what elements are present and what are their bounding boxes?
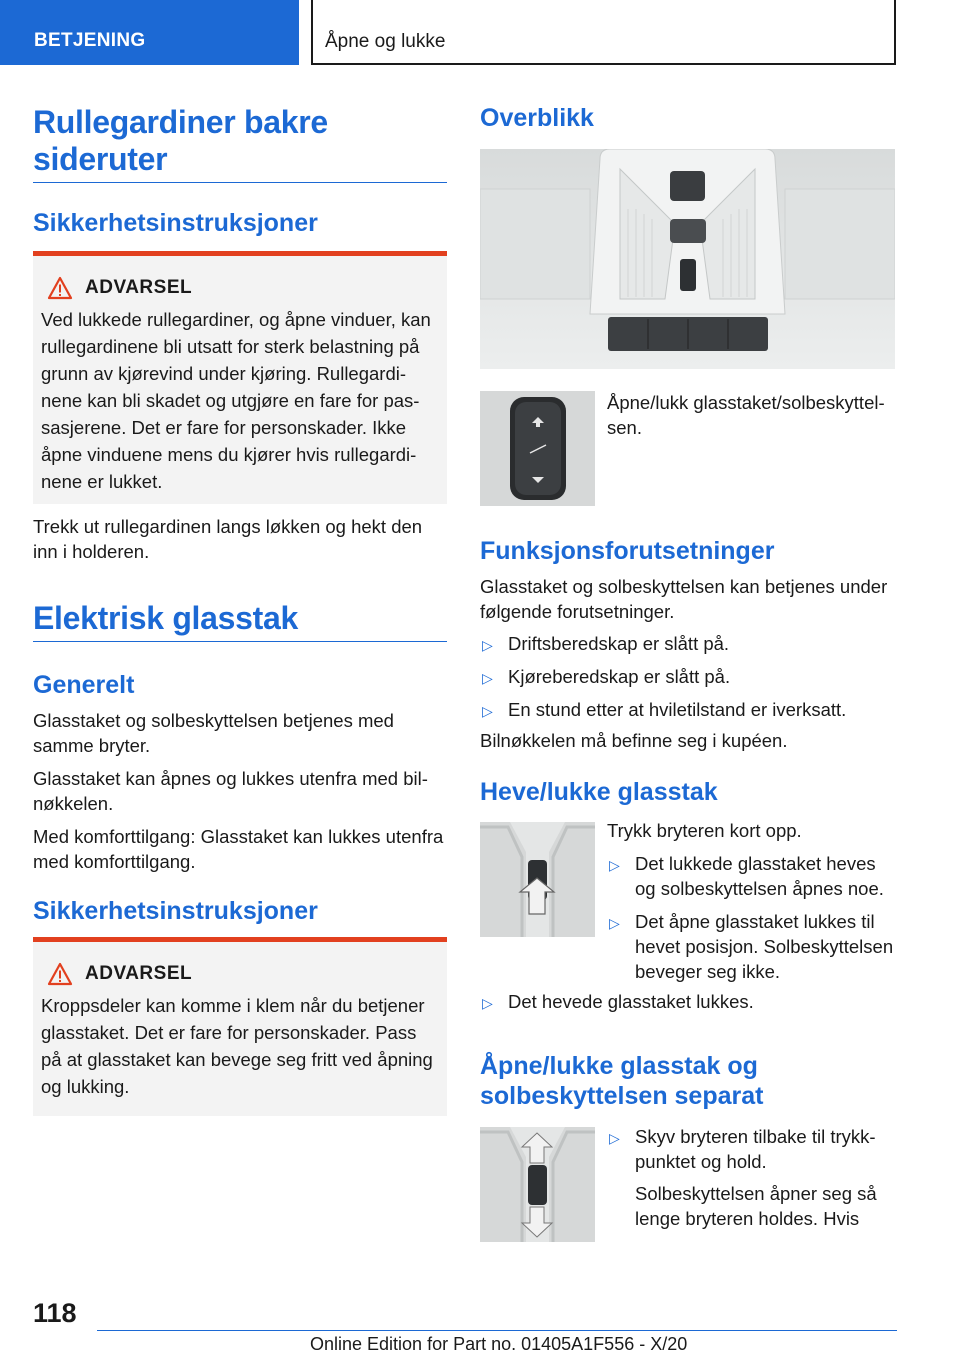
heve-switch-image [480, 822, 595, 937]
bullet-triangle-icon: ▷ [609, 857, 620, 873]
roof-switch-illustration [480, 391, 595, 506]
generelt-paragraph-2: Glasstaket kan åpnes og lukkes utenfra med bilnøkkelen. [33, 768, 428, 814]
heve-bullet-list-full [480, 989, 896, 1022]
funksjon-bullet-list [480, 631, 896, 730]
separat-heading: Åpne/lukke glasstak og solbeskyttelsen separat [480, 1052, 764, 1110]
list-item: ▷ Det lukkede glasstaket heves og solbeskyttelsen åpnes noe. [609, 853, 884, 899]
bullet-triangle-icon: ▷ [609, 1130, 620, 1146]
rullegardiner-heading-block [33, 104, 447, 183]
page-number: 118 [33, 1298, 77, 1328]
sikkerhet-heading-1: Sikkerhetsinstruksjoner [33, 209, 318, 237]
header-chapter-box [311, 0, 896, 65]
switch-caption: Åpne/lukk glasstaket/solbeskyttelsen. [607, 392, 885, 438]
glasstak-heading: Elektrisk glasstak [33, 600, 298, 636]
bilnokkel-paragraph: Bilnøkkelen må befinne seg i kupéen. [480, 730, 788, 751]
bullet-triangle-icon: ▷ [609, 915, 620, 931]
bullet-triangle-icon: ▷ [482, 637, 493, 653]
header-chapter-label: Åpne og lukke [325, 31, 446, 52]
rullegardiner-heading: Rullegardiner bakre sideruter [33, 104, 328, 177]
separat-continuation: Solbeskyttelsen åpner seg så lenge bryteren holdes. Hvis [635, 1183, 877, 1229]
warning-title-2: ADVARSEL [85, 963, 193, 984]
generelt-paragraph-1: Glasstaket og solbeskyttelsen betjenes med samme bryter. [33, 710, 394, 756]
list-item: ▷ Driftsberedskap er slått på. [480, 631, 896, 656]
generelt-paragraph-3: Med komforttilgang: Glasstaket kan lukkes utenfra med komforttilgang. [33, 826, 444, 872]
warning-text-2: Kroppsdeler kan komme i klem når du betjener glasstaket. Det er fare for personskader. Pass på at glasstaket kan bevege seg fritt ved åpning og lukking. [41, 995, 433, 1097]
warning-title-1: ADVARSEL [85, 277, 193, 298]
sikkerhet-heading-2: Sikkerhetsinstruksjoner [33, 897, 318, 925]
glasstak-heading-block [33, 600, 447, 642]
list-item: ▷ Det åpne glasstaket lukkes til hevet posisjon. Solbeskyttelsen beveger seg ikke. [609, 911, 894, 982]
warning-box-2 [33, 937, 447, 1116]
switch-up-down-arrow-illustration [480, 1127, 595, 1242]
trekk-paragraph: Trekk ut rullegardinen langs løkken og hekt den inn i holderen. [33, 516, 423, 562]
list-item: ▷ Skyv bryteren tilbake til trykkpunktet og hold. [609, 1126, 876, 1172]
bullet-triangle-icon: ▷ [482, 995, 493, 1011]
switch-up-arrow-illustration [480, 822, 595, 937]
separat-bullet-list [607, 1124, 897, 1182]
heve-bullet-list [607, 851, 897, 992]
header-section-tab [0, 0, 299, 65]
warning-header-2 [41, 962, 439, 986]
switch-closeup-image [480, 391, 595, 506]
roof-console-image [480, 149, 895, 369]
funksjon-heading: Funksjonsforutsetninger [480, 537, 775, 565]
overblikk-heading: Overblikk [480, 104, 594, 132]
funksjon-paragraph: Glasstaket og solbeskyttelsen kan betjenes under følgende forutsetninger. [480, 576, 888, 622]
warning-header-1 [41, 276, 439, 300]
list-item: ▷ Det hevede glasstaket lukkes. [480, 989, 896, 1014]
separat-switch-image [480, 1127, 595, 1242]
heve-heading: Heve/lukke glasstak [480, 778, 718, 806]
trykk-paragraph: Trykk bryteren kort opp. [607, 820, 802, 841]
header-section-label: BETJENING [34, 30, 146, 51]
warning-triangle-icon [47, 276, 73, 300]
warning-triangle-icon [47, 962, 73, 986]
footer-edition: Online Edition for Part no. 01405A1F556 - X/20 [310, 1334, 688, 1354]
roof-console-illustration [480, 149, 895, 369]
list-item: ▷ En stund etter at hviletilstand er iverksatt. [480, 697, 896, 722]
warning-box-1 [33, 251, 447, 504]
footer-rule [97, 1330, 897, 1331]
warning-text-1: Ved lukkede rullegardiner, og åpne vinduer, kan rullegardinene bli utsatt for sterk belastning på grunn av kjørevind under kjøring. Rullegardinene kan bli skadet og utgjøre en fare for passasjerene. Det er fare for personskader. Ikke åpne vinduene mens du kjører hvis rullegardinene er lukket. [41, 309, 431, 492]
bullet-triangle-icon: ▷ [482, 703, 493, 719]
bullet-triangle-icon: ▷ [482, 670, 493, 686]
list-item: ▷ Kjøreberedskap er slått på. [480, 664, 896, 689]
generelt-heading: Generelt [33, 671, 135, 699]
